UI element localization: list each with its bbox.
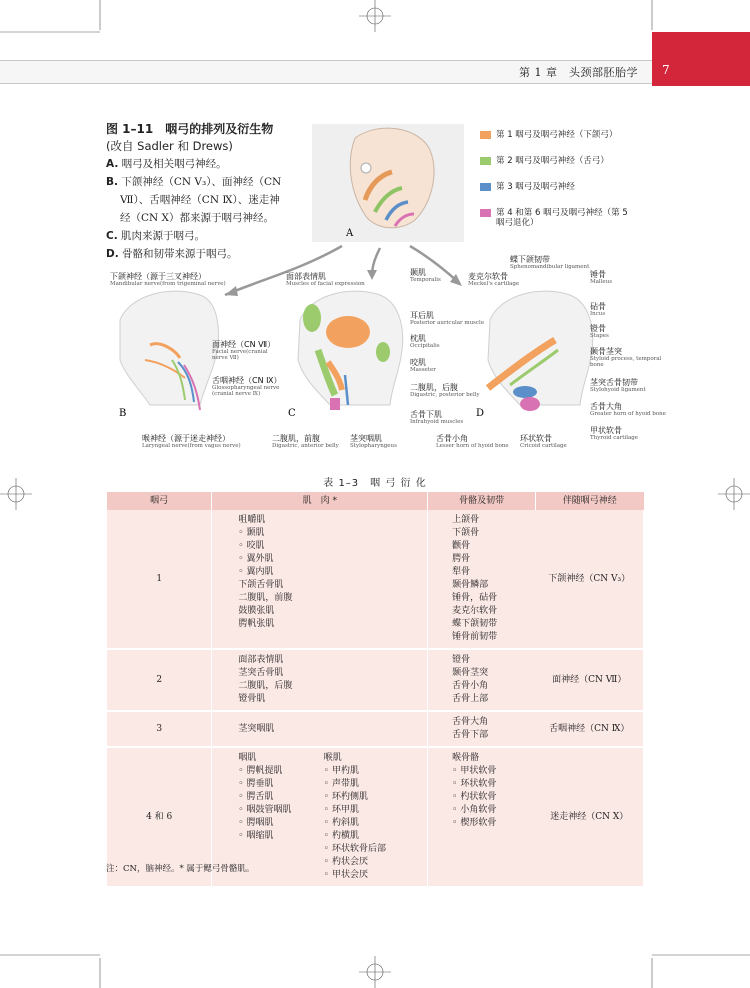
caption-item-a: A. 咽弓及相关咽弓神经。 [106, 158, 227, 170]
header-muscles: 肌 肉 * [212, 492, 428, 510]
cell-bones [428, 510, 536, 649]
table-cell-line: ◦ 杓斜肌 [323, 818, 359, 828]
pharyngeal-arch-table [107, 492, 644, 888]
table-cell-line: 镫骨肌 [238, 694, 266, 704]
header-bones: 骨骼及韧带 [428, 492, 536, 510]
table-cell-line: ◦ 甲状会厌 [323, 870, 368, 880]
table-cell-line: 舌骨大角 [452, 717, 489, 727]
table-cell-line: ◦ 杓状软骨 [452, 792, 497, 802]
table-cell-line: ◦ 甲杓肌 [323, 766, 359, 776]
label-occipitalis: 枕肌 Occipitalis [410, 334, 440, 349]
page-number: 7 [662, 63, 670, 77]
table-cell-line: ◦ 杓状会厌 [323, 857, 368, 867]
table-cell-line: 舌骨下部 [452, 730, 489, 740]
table-cell-line: ◦ 环状软骨 [452, 779, 497, 789]
cell-muscles [212, 649, 428, 711]
cell-nerve: 面神经（CN Ⅶ） [536, 649, 644, 711]
table-cell-line: 舌骨上部 [452, 694, 489, 704]
label-facial-nerve: 面神经（CN Ⅶ） Facial nerve(cranial nerve Ⅶ) [212, 340, 276, 361]
caption-item-b-line2: Ⅶ）、舌咽神经（CN Ⅸ）、迷走神 [120, 194, 280, 206]
table-cell-line: ◦ 翼外肌 [238, 554, 274, 564]
table-cell-line: 二腹肌，前腹 [238, 593, 293, 603]
table-cell-line: 咽肌 [238, 753, 257, 763]
table-cell-line: 腭骨 [452, 554, 471, 564]
label-glossopharyngeal-nerve: 舌咽神经（CN Ⅸ） Glossopharyngeal nerve (cranial nerve Ⅸ) [212, 376, 282, 397]
table-cell-line: 颧骨 [452, 541, 471, 551]
cell-arch: 3 [107, 711, 212, 747]
table-cell-line: 镫骨 [452, 655, 471, 665]
table-cell-line: 锤骨，砧骨 [452, 593, 498, 603]
label-greater-horn-hyoid: 舌骨大角 Greater horn of hyoid bone [590, 402, 666, 417]
table-cell-line: ◦ 腭舌肌 [238, 792, 274, 802]
table-cell-line: 颞骨鳞部 [452, 580, 489, 590]
pharyngeal-arch-illustration [0, 0, 750, 470]
cell-arch: 2 [107, 649, 212, 711]
label-stylohyoid-ligament: 茎突舌骨韧带 Stylohyoid ligament [590, 378, 646, 393]
header-arch: 咽弓 [107, 492, 212, 510]
table-cell-line: 茎突咽肌 [238, 723, 275, 734]
table-cell-line: 喉骨骼 [452, 753, 480, 763]
table-cell-line: ◦ 咽缩肌 [238, 831, 274, 841]
table-cell-line: ◦ 腭帆提肌 [238, 766, 283, 776]
panel-letter-d: D [476, 408, 485, 419]
table-cell-line: 上颌骨 [452, 515, 480, 525]
legend-item-arch1: 第 1 咽弓及咽弓神经（下颌弓） [480, 130, 650, 156]
label-facial-expression-muscles: 面部表情肌 Muscles of facial expression [286, 272, 365, 287]
table-cell-line: ◦ 环甲肌 [323, 805, 359, 815]
table-row [107, 711, 644, 747]
table-title: 表 1–3 咽 弓 衍 化 [323, 478, 427, 489]
table-cell-line: 犁骨 [452, 567, 471, 577]
cell-bones [428, 747, 536, 887]
label-temporalis: 颞肌 Temporalis [410, 268, 441, 283]
table-cell-line: ◦ 颞肌 [238, 528, 265, 538]
legend-item-arch3: 第 3 咽弓及咽弓神经 [480, 182, 650, 208]
figure-title: 图 1–11 咽弓的排列及衍生物 [106, 122, 274, 136]
table-cell-line: ◦ 楔形软骨 [452, 818, 497, 828]
label-meckels-cartilage: 麦克尔软骨 Meckel's cartilage [468, 272, 520, 287]
label-infrahyoid: 舌骨下肌 Infrahyoid muscles [410, 410, 464, 425]
cell-arch: 4 和 6 [107, 747, 212, 887]
table-cell-line: 麦克尔软骨 [452, 606, 498, 616]
cell-nerve: 下颌神经（CN V₃） [536, 510, 644, 649]
table-cell-line: 蝶下颌韧带 [452, 619, 498, 629]
table-cell-line: ◦ 环杓侧肌 [323, 792, 368, 802]
table-row [107, 649, 644, 711]
head-muscles-drawing [298, 291, 403, 410]
caption-item-d: D. 骨骼和韧带来源于咽弓。 [106, 248, 238, 260]
table-cell-line: 二腹肌，后腹 [238, 681, 293, 691]
label-incus: 砧骨 Incus [590, 302, 606, 317]
table-cell-line: 下颌骨 [452, 528, 480, 538]
head-skeleton-drawing [488, 291, 593, 411]
figure-subtitle: (改自 Sadler 和 Drews) [106, 139, 233, 153]
cell-arch: 1 [107, 510, 212, 649]
caption-item-b: B. 下颌神经（CN V₃）、面神经（CN [106, 176, 282, 188]
table-cell-line: 茎突舌骨肌 [238, 668, 284, 678]
legend-item-arch4-6: 第 4 和第 6 咽弓及咽弓神经（第 5 咽弓退化） [480, 208, 630, 234]
label-thyroid-cartilage: 甲状软骨 Thyroid cartilage [590, 426, 639, 441]
table-cell-line: ◦ 翼内肌 [238, 567, 274, 577]
table-cell-line: 颞骨茎突 [452, 668, 489, 678]
table-footnote: 注：CN，脑神经。* 属于鳃弓骨骼肌。 [106, 864, 255, 874]
panel-letter-b: B [119, 408, 127, 419]
cell-muscles [212, 711, 428, 747]
head-nerves-drawing [120, 291, 218, 410]
label-styloid-process: 颞骨茎突 Styloid process, temporal bone [590, 347, 662, 368]
cell-bones [428, 649, 536, 711]
header-nerve: 伴随咽弓神经 [536, 492, 644, 510]
label-mandibular-nerve: 下颌神经（源于三叉神经） Mandibular nerve(from trigeminal nerve) [110, 272, 226, 287]
table-cell-line: ◦ 声带肌 [323, 779, 359, 789]
table-cell-line: ◦ 环状软骨后部 [323, 844, 386, 854]
label-lesser-horn-hyoid: 舌骨小角 Lesser horn of hyoid bone [436, 434, 509, 449]
label-digastric-posterior: 二腹肌，后腹 Digastric, posterior belly [410, 383, 480, 398]
caption-item-c: C. 肌肉来源于咽弓。 [106, 230, 206, 242]
table-cell-line: 舌骨小角 [452, 681, 489, 691]
panel-letter-c: C [288, 408, 296, 419]
cell-nerve: 舌咽神经（CN Ⅸ） [536, 711, 644, 747]
label-sphenomandibular-ligament: 蝶下颌韧带 Sphenomandibular ligament [510, 255, 590, 270]
legend-item-arch2: 第 2 咽弓及咽弓神经（舌弓） [480, 156, 650, 182]
table-cell-line: ◦ 甲状软骨 [452, 766, 497, 776]
table-cell-line: ◦ 咽鼓管咽肌 [238, 805, 292, 815]
cell-bones [428, 711, 536, 747]
table-header-row [107, 492, 644, 510]
table-cell-line: 咀嚼肌 [238, 515, 266, 525]
label-posterior-auricular: 耳后肌 Posterior auricular muscle [410, 311, 485, 326]
table-row [107, 510, 644, 649]
table-cell-line: 腭帆张肌 [238, 619, 275, 629]
label-digastric-anterior: 二腹肌，前腹 Digastric, anterior belly [272, 434, 339, 449]
table-cell-line: 下颌舌骨肌 [238, 580, 284, 590]
label-malleus: 锤骨 Malleus [590, 270, 613, 285]
label-stapes: 镫骨 Stapes [590, 324, 609, 339]
table-cell-line: ◦ 腭咽肌 [238, 818, 274, 828]
table-cell-line: ◦ 咬肌 [238, 541, 265, 551]
table-cell-line: ◦ 腭垂肌 [238, 779, 274, 789]
embryo-drawing [312, 124, 464, 242]
table-cell-line: 鼓膜张肌 [238, 606, 275, 616]
cell-muscles-laryngeal [320, 747, 428, 887]
table-cell-line: 喉肌 [323, 753, 342, 763]
table-cell-line: ◦ 杓横肌 [323, 831, 359, 841]
table-cell-line: 锤骨前韧带 [452, 632, 498, 642]
panel-letter-a: A [346, 228, 354, 239]
label-masseter: 咬肌 Masseter [410, 358, 436, 373]
label-stylopharyngeus: 茎突咽肌 Stylopharyngeus [350, 434, 397, 449]
label-laryngeal-nerve: 喉神经（源于迷走神经） Laryngeal nerve(from vagus nerve) [142, 434, 241, 449]
caption-item-b-line3: 经（CN Ⅹ）都来源于咽弓神经。 [120, 212, 275, 224]
table-cell-line: ◦ 小角软骨 [452, 805, 497, 815]
cell-nerve: 迷走神经（CN Ⅹ） [536, 747, 644, 887]
cell-muscles [212, 510, 428, 649]
table-cell-line: 面部表情肌 [238, 655, 284, 665]
running-header: 第 1 章 头颈部胚胎学 [519, 66, 638, 79]
label-cricoid-cartilage: 环状软骨 Cricoid cartilage [520, 434, 567, 449]
